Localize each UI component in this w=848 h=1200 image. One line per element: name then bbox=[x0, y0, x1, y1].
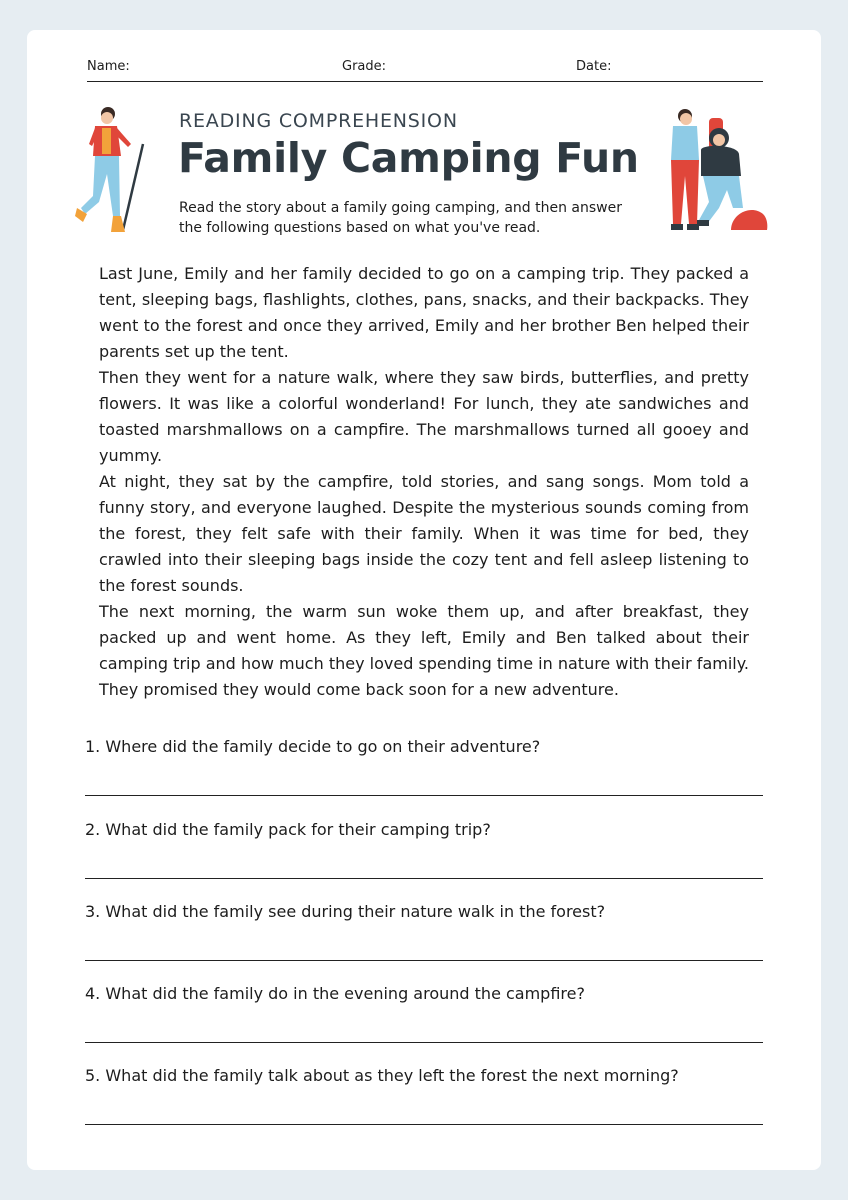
question-text: 2. What did the family pack for their camping trip? bbox=[85, 820, 491, 839]
page-title: Family Camping Fun bbox=[178, 134, 639, 182]
question-3 bbox=[85, 902, 763, 961]
instructions-text: Read the story about a family going camping, and then answer the following questions based on what you've read. bbox=[179, 200, 622, 236]
story-paragraph: The next morning, the warm sun woke them up, and after breakfast, they packed up and went home. As they left, Emily and Ben talked about their camping trip and how much they loved spending time in nature with their family. They promised they would come back soon for a new adventure. bbox=[99, 602, 749, 699]
story-paragraph: At night, they sat by the campfire, told stories, and sang songs. Mom told a funny story, and everyone laughed. Despite the mysterious sounds coming from the forest, they felt safe with their family. When it was time for bed, they crawled into their sleeping bags inside the cozy tent and fell asleep listening to the forest sounds. bbox=[99, 472, 749, 595]
header-fields-row bbox=[87, 59, 763, 82]
question-5 bbox=[85, 1066, 763, 1125]
two-hikers-illustration bbox=[661, 104, 769, 232]
grade-label: Grade: bbox=[342, 59, 387, 74]
question-4 bbox=[85, 984, 763, 1043]
question-text: 1. Where did the family decide to go on their adventure? bbox=[85, 737, 541, 756]
worksheet-page bbox=[27, 30, 821, 1170]
question-2 bbox=[85, 820, 763, 879]
question-1 bbox=[85, 737, 763, 796]
date-label: Date: bbox=[576, 59, 612, 74]
name-label: Name: bbox=[87, 59, 130, 74]
question-text: 3. What did the family see during their nature walk in the forest? bbox=[85, 902, 606, 921]
story-passage bbox=[99, 261, 749, 703]
worksheet-kicker: READING COMPREHENSION bbox=[179, 110, 458, 132]
hiker-with-walking-stick-illustration bbox=[73, 104, 157, 236]
question-text: 5. What did the family talk about as they left the forest the next morning? bbox=[85, 1066, 679, 1085]
question-text: 4. What did the family do in the evening around the campfire? bbox=[85, 984, 585, 1003]
story-paragraph: Last June, Emily and her family decided to go on a camping trip. They packed a tent, sleeping bags, flashlights, clothes, pans, snacks, and their backpacks. They went to the forest and once they arrived, Emily and her brother Ben helped their parents set up the tent. bbox=[99, 264, 749, 361]
story-paragraph: Then they went for a nature walk, where they saw birds, butterflies, and pretty flowers. It was like a colorful wonderland! For lunch, they ate sandwiches and toasted marshmallows on a campfire. The marshmallows turned all gooey and yummy. bbox=[99, 368, 749, 465]
